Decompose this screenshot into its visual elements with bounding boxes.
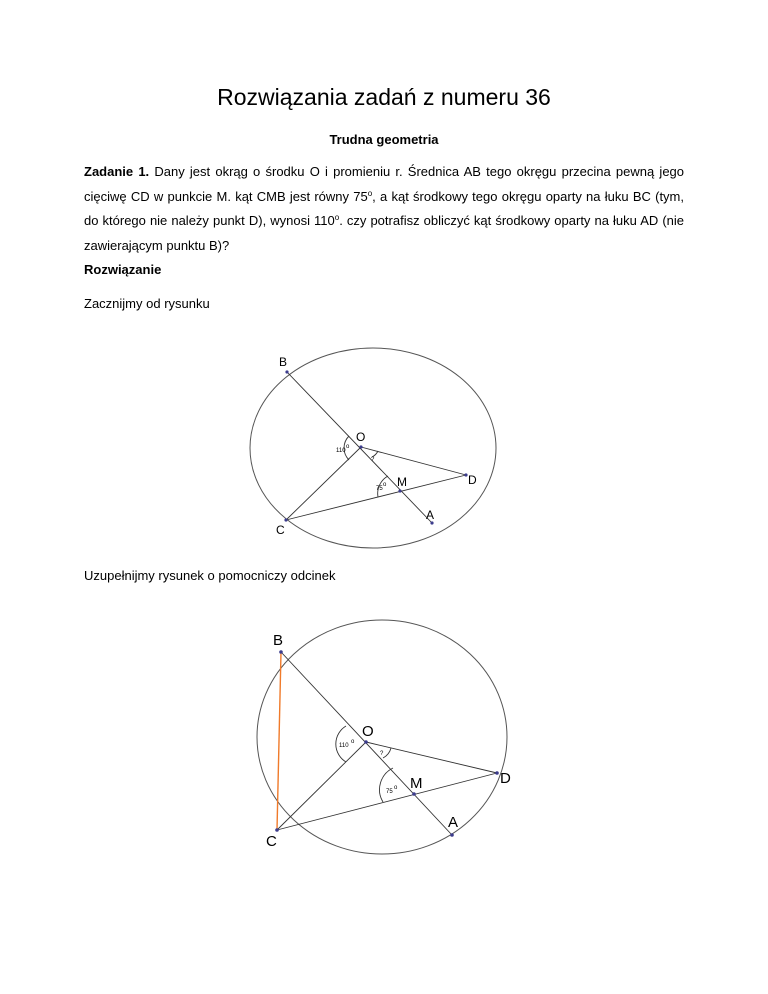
figure-2-radius-oc: [277, 742, 366, 830]
figure-2-angle-arc-unknown: [383, 748, 391, 758]
figure-2-angle-unknown-label: ?: [380, 751, 384, 757]
figure-2-point-a: [450, 833, 454, 837]
figure-2-angle-cmb-degree: o: [394, 785, 398, 791]
figure-2-label-c: C: [266, 833, 277, 850]
task-text-3: . czy potrafisz obliczyć kąt środkowy oparty na łuku AD (nie zawierającym punktu B)?: [84, 213, 684, 253]
figure-2-point-d: [495, 771, 499, 775]
solution-heading: Rozwiązanie: [84, 262, 162, 277]
figure-2-label-m: M: [410, 775, 423, 792]
figure-1-label-o: O: [356, 430, 366, 444]
figure-1-label-c: C: [276, 523, 285, 537]
task-label: Zadanie 1.: [84, 164, 150, 179]
figure-2-chord-cd: [277, 773, 497, 830]
page-title: Rozwiązania zadań z numeru 36: [217, 84, 551, 110]
task-text-1: Dany jest okrąg o środku O i promieniu r. Średnica AB tego okręgu przecina pewną jego cięciwę CD w punkcie M. kąt CMB jest równy 75: [84, 164, 685, 204]
figure-2-angle-boc-label: 110: [339, 743, 349, 749]
figure-1-angle-boc-degree: o: [346, 444, 350, 450]
figure-2-circle: [257, 620, 507, 854]
figure-2-label-d: D: [500, 770, 511, 787]
task-text-2: , a kąt środkowy tego okręgu oparty na łuku BC (tym, do którego nie należy punkt D), wynosi 110: [84, 188, 684, 228]
figure-2-label-o: O: [362, 723, 374, 740]
figure-1-label-m: M: [397, 475, 407, 489]
figure-2-label-b: B: [273, 632, 284, 649]
figure-2-intro: Uzupełnijmy rysunek o pomocniczy odcinek: [84, 568, 336, 583]
figure-2-angle-cmb-label: 75: [386, 789, 393, 795]
figure-2-point-b: [279, 650, 283, 654]
figure-2-radius-od: [366, 742, 497, 773]
figure-1-angle-unknown-label: ?: [371, 457, 375, 463]
figure-1-label-d: D: [468, 473, 477, 487]
task-degree-2: o: [334, 213, 340, 222]
figure-1-angle-cmb-degree: o: [383, 482, 387, 488]
figure-2-angle-arc-cmb: [380, 768, 393, 802]
figure-1-label-b: B: [279, 355, 288, 369]
figure-1-intro: Zacznijmy od rysunku: [84, 296, 210, 311]
figure-2-point-o: [364, 740, 368, 744]
figure-1-label-a: A: [426, 508, 435, 522]
figure-2-point-c: [275, 828, 279, 832]
figure-1-angle-cmb-label: 75: [376, 486, 383, 492]
section-subtitle: Trudna geometria: [329, 132, 439, 147]
task-degree-1: o: [367, 188, 373, 198]
figure-2-point-m: [412, 792, 416, 796]
figure-1-angle-boc-label: 110: [336, 448, 346, 454]
figure-2-angle-boc-degree: o: [351, 739, 355, 745]
figure-2-label-a: A: [448, 814, 459, 831]
